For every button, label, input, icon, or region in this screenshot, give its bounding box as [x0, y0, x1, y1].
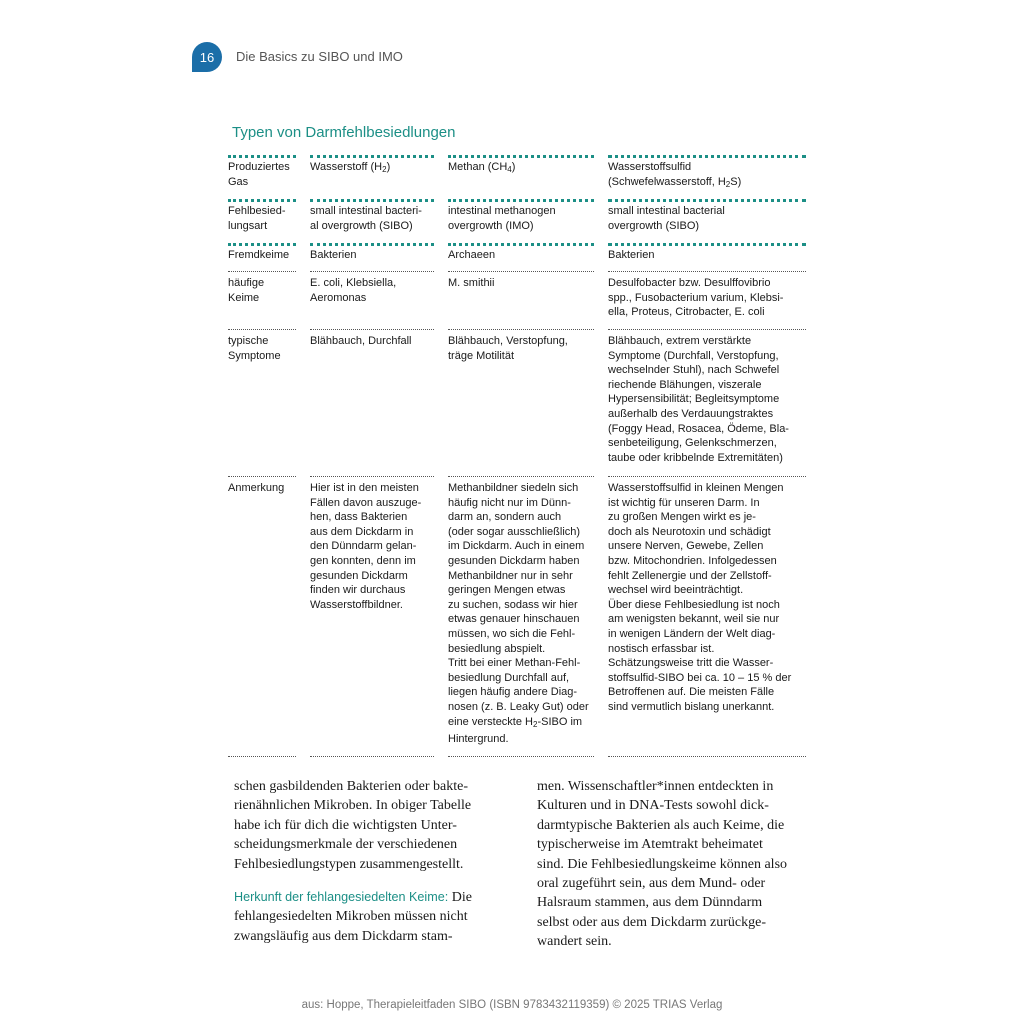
table-row-gas — [228, 155, 806, 199]
running-header: Die Basics zu SIBO und IMO — [236, 49, 403, 64]
cell-methane-gas: Methan $(CH_4)$ — [448, 161, 516, 174]
cell-hydrogen-type: small intestinal bacteri- al overgrowth (SIBO) — [310, 205, 422, 232]
body-column-right — [537, 777, 827, 952]
body-paragraph: men. Wissenschaftler*innen entdeckten in Kulturen und in DNA-Tests sowohl dick- darmtypische Bakterien als auch Keime, die typischerweise im Atemtrakt beheimatet sind. Die Fehlbesiedlungskeime können also oral zugeführt sein, aus dem Mund- oder Halsraum stammen, aus dem Dünndarm selbst oder aus dem Dickdarm zurückge- wandert sein. — [537, 779, 788, 950]
row-label: Fehlbesied- lungsart — [228, 205, 286, 232]
row-label: Anmerkung — [228, 482, 285, 494]
table-row-common-germs — [228, 271, 806, 329]
cell-hydrogen-remarks: Hier ist in den meisten Fällen davon auszuge- hen, dass Bakterien aus dem Dickdarm in den Dünndarm gelan- gen konnten, denn im gesunden Dickdarm finden wir durchaus Wasserstoffbildner. — [310, 482, 422, 611]
table-row-symptoms — [228, 329, 806, 476]
comparison-table — [228, 155, 806, 758]
row-label: häufige Keime — [228, 277, 265, 304]
cell-hydrogen-sulfide-type: small intestinal bacterial overgrowth (SIBO) — [608, 205, 725, 232]
table-title: Typen von Darmfehlbesiedlungen — [232, 124, 456, 141]
table-row-microbes — [228, 243, 806, 271]
cell-methane-type: intestinal methanogen overgrowth (IMO) — [448, 205, 556, 232]
copyright-footer: aus: Hoppe, Therapieleitfaden SIBO (ISBN 9783432119359) © 2025 TRIAS Verlag — [301, 999, 723, 1011]
body-column-left — [234, 777, 516, 946]
cell-hydrogen-microbes: Bakterien — [310, 249, 357, 261]
row-label: Fremdkeime — [228, 249, 290, 261]
cell-hydrogen-sulfide-germs: Desulfobacter bzw. Desulffovibrio spp., Fusobacterium varium, Klebsi- ella, Proteus, Citrobacter, E. coli — [608, 277, 784, 319]
cell-methane-microbes: Archaeen — [448, 249, 496, 261]
table-row-type — [228, 199, 806, 243]
cell-hydrogen-sulfide-symptoms: Blähbauch, extrem verstärkte Symptome (Durchfall, Verstopfung, wechselnder Stuhl), nach Schwefel riechende Blähungen, viszerale Hypersensibilität; Begleitsymptome außerhalb des Verdauungstraktes (Foggy Head, Rosacea, Ödeme, Bla- senbeteiligung, Gelenkschmerzen, taube oder kribbelnde Extremitäten) — [608, 335, 789, 464]
cell-methane-remarks: Methanbildner siedeln sich häufig nicht nur im Dünn- darm an, sondern auch (oder sogar ausschließlich) im Dickdarm. Auch in einem gesunden Dickdarm haben Methanbildner nur in sehr geringen Mengen etwas zu suchen, sodass wir hier etwas genauer hinschauen müssen, wo sich die Fehl- besiedlung abspielt. Tritt bei einer Methan-Fehl- besiedlung Durchfall auf, liegen häufig andere Diag- nosen (z. B. Leaky Gut) oder eine versteckte $H_2$-SIBO im Hintergrund. — [448, 482, 589, 746]
table-row-remarks — [228, 476, 806, 756]
table-bottom-rule — [228, 756, 806, 758]
cell-hydrogen-germs: E. coli, Klebsiella, Aeromonas — [310, 277, 397, 304]
cell-methane-symptoms: Blähbauch, Verstopfung, träge Motilität — [448, 335, 568, 362]
cell-hydrogen-gas: Wasserstoff $(H_2)$ — [310, 161, 391, 174]
cell-hydrogen-sulfide-gas: Wasserstoffsulfid (Schwefelwasserstoff, $H_2S$) — [608, 161, 742, 189]
cell-hydrogen-sulfide-remarks: Wasserstoffsulfid in kleinen Mengen ist wichtig für unseren Darm. In zu großen Mengen wirkt es je- doch als Neurotoxin und schädigt unsere Nerven, Gewebe, Zellen bzw. Mitochondrien. Infolgedessen fehlt Zellenergie und der Zellstoff- wechsel wird beeinträchtigt. Über diese Fehlbesiedlung ist noch am wenigsten bekannt, weil sie nur in wenigen Ländern der Welt diag- nostisch erfassbar ist. Schätzungsweise tritt die Wasser- stoffsulfid-SIBO bei ca. 10 – 15 % der Betroffenen auf. Die meisten Fälle sind vermutlich bislang unerkannt. — [608, 482, 792, 713]
paragraph-lead-in: Herkunft der fehlangesiedelten Keime: — [234, 890, 449, 905]
row-label: typische Symptome — [228, 335, 281, 362]
body-paragraph: Herkunft der fehlangesiedelten Keime: Die fehlangesiedelten Mikroben müssen nicht zwangsläufig aus dem Dickdarm stam- — [234, 890, 472, 944]
row-label: Produziertes Gas — [228, 161, 290, 188]
cell-hydrogen-symptoms: Blähbauch, Durchfall — [310, 335, 412, 347]
cell-hydrogen-sulfide-microbes: Bakterien — [608, 249, 655, 261]
cell-methane-germs: M. smithii — [448, 277, 495, 289]
body-paragraph: schen gasbildenden Bakterien oder bakte- rienähnlichen Mikroben. In obiger Tabelle habe ich für dich die wichtigsten Unter- scheidungsmerkmale der verschiedenen Fehlbesiedlungstypen zusammengestellt. — [234, 779, 472, 872]
page-number-badge: 16 — [192, 42, 222, 72]
